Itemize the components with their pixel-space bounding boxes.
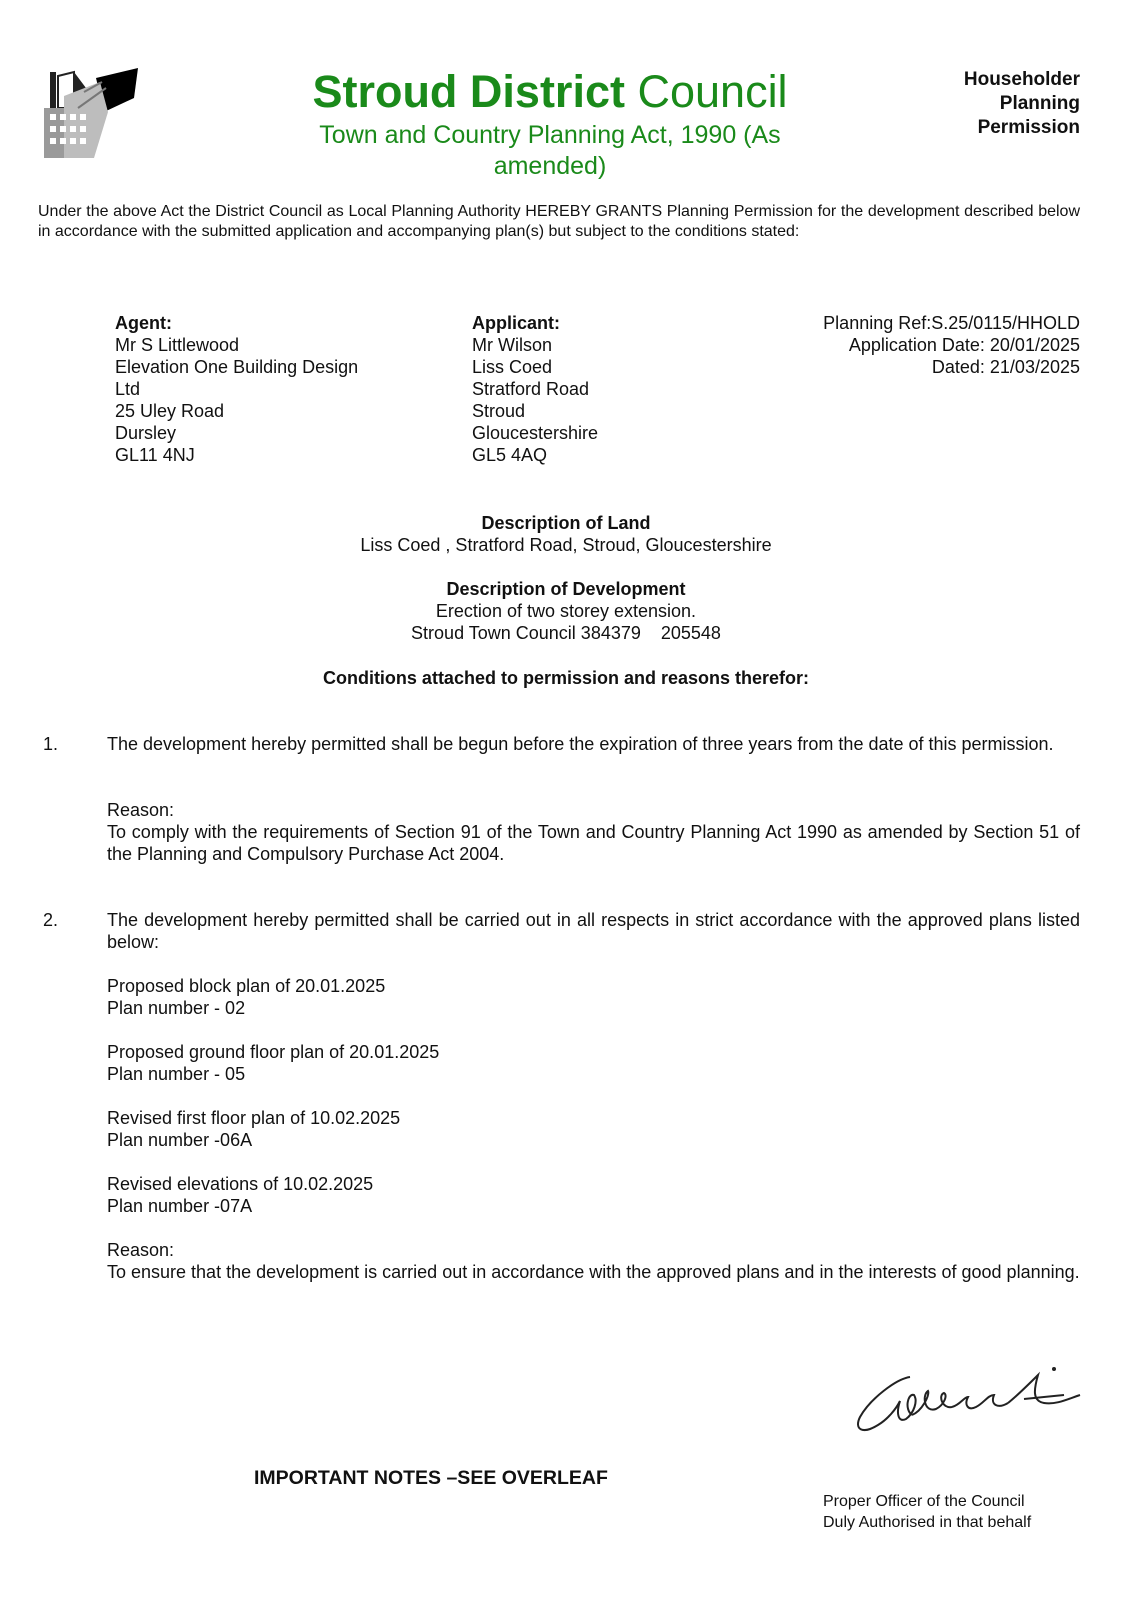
act-line-1: Town and Country Planning Act, 1990 (As (319, 121, 781, 149)
conditions-heading: Conditions attached to permission and reasons therefor: (322, 668, 810, 688)
applicant-line: Gloucestershire (472, 423, 599, 443)
council-title-rest: Council (637, 66, 788, 117)
dated: Dated: 21/03/2025 (931, 357, 1080, 377)
handwritten-signature (848, 1365, 1084, 1445)
condition-number: 1. (43, 734, 59, 754)
plan-title: Revised elevations of 10.02.2025 (107, 1174, 374, 1194)
reason-text: To ensure that the development is carried out in accordance with the approved plans and in the interests of good planning. (107, 1262, 1080, 1282)
reason-label: Reason: (107, 800, 175, 820)
council-title (250, 66, 850, 118)
reason-label: Reason: (107, 1240, 175, 1260)
intro-paragraph: Under the above Act the District Council as Local Planning Authority HEREBY GRANTS Planning Permission for the development described below in accordance with the submitted application and accompanying plan(s) but subject to the conditions stated: (38, 203, 1080, 240)
officer-line-1: Proper Officer of the Council (823, 1493, 1025, 1510)
plan-number: Plan number - 02 (107, 998, 246, 1018)
applicant-block (472, 312, 732, 466)
development-heading: Description of Development (446, 579, 686, 599)
act-subtitle (280, 120, 820, 182)
act-line-2: amended) (493, 152, 607, 180)
agent-line: Mr S Littlewood (115, 335, 240, 355)
agent-line: Elevation One Building Design (115, 357, 359, 377)
officer-block (823, 1491, 1031, 1533)
agent-line: GL11 4NJ (115, 445, 195, 465)
applicant-line: GL5 4AQ (472, 445, 548, 465)
land-heading: Description of Land (481, 513, 651, 533)
council-logo (44, 68, 138, 158)
document-type (880, 68, 1080, 140)
agent-heading: Agent: (115, 313, 172, 333)
planning-ref: Planning Ref:S.25/0115/HHOLD (823, 313, 1080, 333)
plan-number: Plan number -06A (107, 1130, 253, 1150)
applicant-line: Stratford Road (472, 379, 590, 399)
applicant-line: Liss Coed (472, 357, 553, 377)
agent-line: 25 Uley Road (115, 401, 225, 421)
plan-number: Plan number - 05 (107, 1064, 246, 1084)
doc-type-line: Householder (963, 69, 1080, 90)
application-date: Application Date: 20/01/2025 (848, 335, 1080, 355)
reason-text: To comply with the requirements of Section 91 of the Town and Country Planning Act 1990 as amended by Section 51 of the Planning and Compulsory Purchase Act 2004. (107, 822, 1080, 864)
agent-block (115, 312, 405, 466)
important-notes: IMPORTANT NOTES –SEE OVERLEAF (254, 1467, 608, 1489)
development-description (0, 578, 1132, 644)
plan-title: Proposed block plan of 20.01.2025 (107, 976, 386, 996)
council-title-bold: Stroud District (312, 66, 625, 117)
plan-number: Plan number -07A (107, 1196, 253, 1216)
agent-line: Dursley (115, 423, 177, 443)
agent-line: Ltd (115, 379, 141, 399)
applicant-heading: Applicant: (472, 313, 560, 333)
applicant-line: Stroud (472, 401, 526, 421)
applicant-line: Mr Wilson (472, 335, 552, 355)
doc-type-line: Permission (977, 117, 1080, 138)
condition-text: The development hereby permitted shall be begun before the expiration of three years from the date of this permission. (107, 734, 1054, 754)
development-line-2: Stroud Town Council 384379 205548 (411, 623, 721, 643)
condition-number: 2. (43, 910, 59, 930)
reference-block (760, 312, 1080, 378)
land-text: Liss Coed , Stratford Road, Stroud, Gloucestershire (360, 535, 772, 555)
plan-title: Proposed ground floor plan of 20.01.2025 (107, 1042, 440, 1062)
land-description (0, 512, 1132, 556)
development-line-1: Erection of two storey extension. (435, 601, 697, 621)
condition-text: The development hereby permitted shall be carried out in all respects in strict accordance with the approved plans listed below: (107, 910, 1080, 952)
doc-type-line: Planning (999, 93, 1080, 114)
plan-title: Revised first floor plan of 10.02.2025 (107, 1108, 401, 1128)
officer-line-2: Duly Authorised in that behalf (823, 1514, 1032, 1531)
